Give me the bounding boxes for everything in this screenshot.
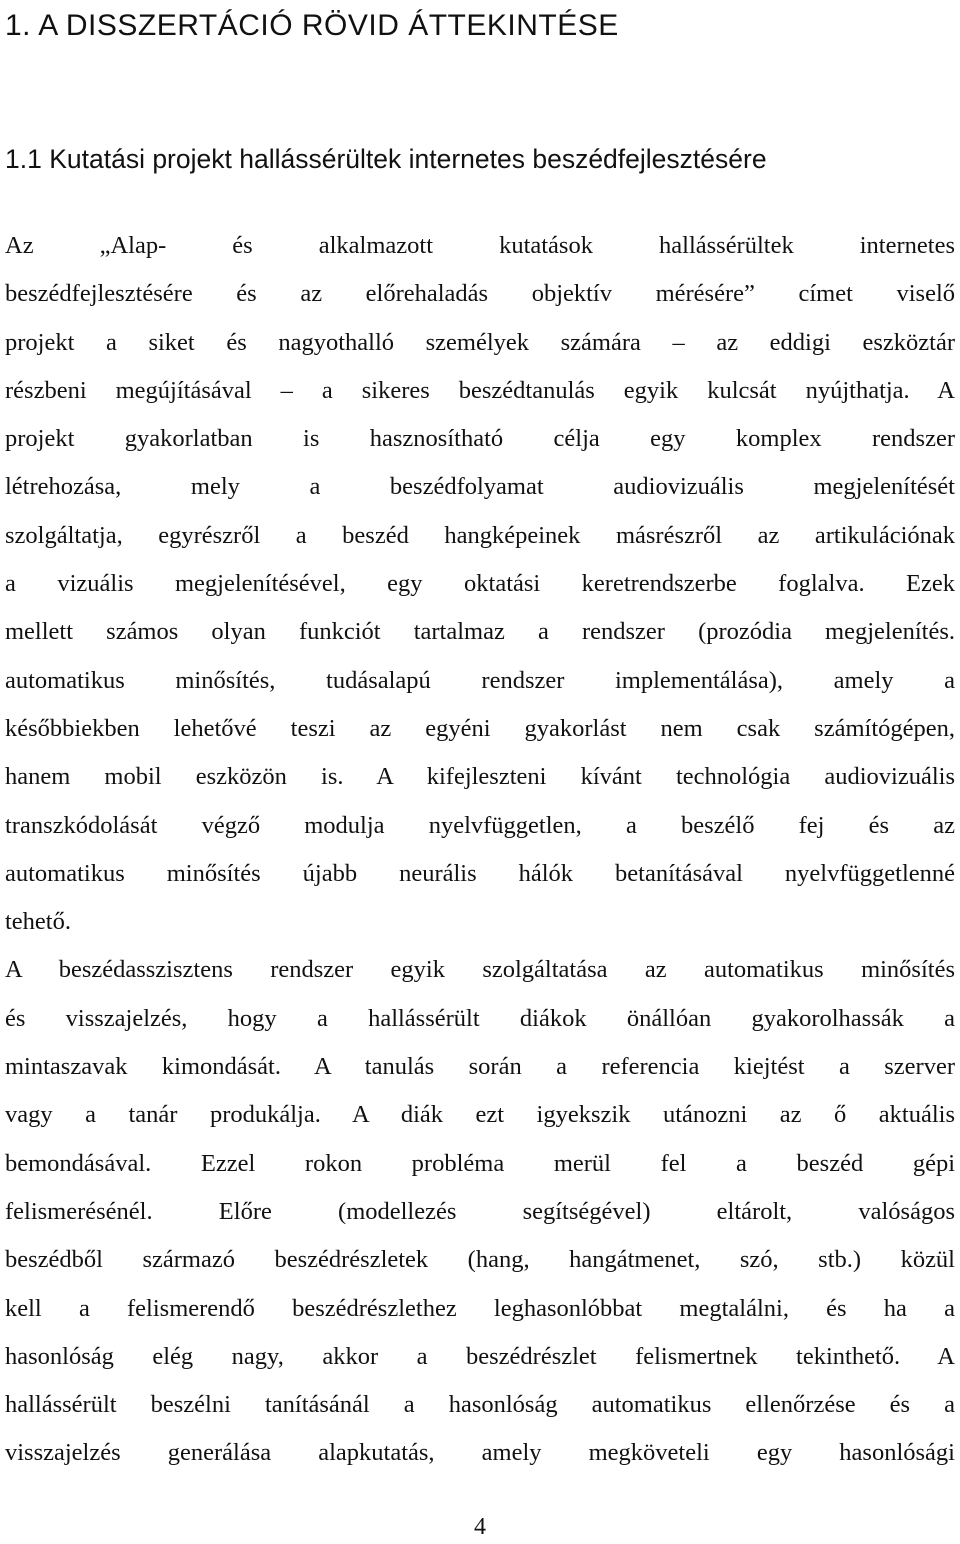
text-line: projekt gyakorlatban is hasznosítható célja egy komplex rendszer xyxy=(5,425,955,453)
text-line: automatikus minősítés újabb neurális hálók betanításával nyelvfüggetlenné xyxy=(5,859,955,887)
text-line: mellett számos olyan funkciót tartalmaz a rendszer (prozódia megjelenítés. xyxy=(5,618,955,646)
text-line: tehető. xyxy=(5,908,71,936)
text-line: hanem mobil eszközön is. A kifejleszteni kívánt technológia audiovizuális xyxy=(5,763,955,791)
text-line: és visszajelzés, hogy a hallássérült diákok önállóan gyakorolhassák a xyxy=(5,1004,955,1032)
text-line: projekt a siket és nagyothalló személyek számára – az eddigi eszköztár xyxy=(5,328,955,356)
section-heading: 1.1 Kutatási projekt hallássérültek internetes beszédfejlesztésére xyxy=(5,144,767,174)
text-line: beszédfejlesztésére és az előrehaladás objektív mérésére” címet viselő xyxy=(5,280,955,308)
text-line: beszédből származó beszédrészletek (hang, hangátmenet, szó, stb.) közül xyxy=(5,1246,955,1274)
text-line: hasonlóság elég nagy, akkor a beszédrészlet felismertnek tekinthető. A xyxy=(5,1342,955,1370)
text-line: későbbiekben lehetővé teszi az egyéni gyakorlást nem csak számítógépen, xyxy=(5,714,955,742)
text-line: hallássérült beszélni tanításánál a hasonlóság automatikus ellenőrzése és a xyxy=(5,1391,955,1419)
text-line: A beszédasszisztens rendszer egyik szolgáltatása az automatikus minősítés xyxy=(5,956,955,984)
text-line: Az „Alap- és alkalmazott kutatások hallássérültek internetes xyxy=(5,232,955,259)
paragraph-1 xyxy=(5,222,955,946)
body-text xyxy=(5,222,955,1478)
text-line: részbeni megújításával – a sikeres beszédtanulás egyik kulcsát nyújthatja. A xyxy=(5,376,955,404)
page-number: 4 xyxy=(474,1514,486,1540)
text-line: automatikus minősítés, tudásalapú rendszer implementálása), amely a xyxy=(5,666,955,694)
text-line: mintaszavak kimondását. A tanulás során a referencia kiejtést a szerver xyxy=(5,1053,955,1081)
text-line: bemondásával. Ezzel rokon probléma merül fel a beszéd gépi xyxy=(5,1149,955,1177)
text-line: kell a felismerendő beszédrészlethez leghasonlóbbat megtalálni, és ha a xyxy=(5,1294,955,1322)
text-line: transzkódolását végző modulja nyelvfüggetlen, a beszélő fej és az xyxy=(5,811,955,839)
text-line: szolgáltatja, egyrészről a beszéd hangképeinek másrészről az artikulációnak xyxy=(5,521,955,549)
paragraph-2 xyxy=(5,946,955,1477)
text-line: visszajelzés generálása alapkutatás, amely megköveteli egy hasonlósági xyxy=(5,1439,955,1467)
text-line: létrehozása, mely a beszédfolyamat audiovizuális megjelenítését xyxy=(5,473,955,501)
text-line: vagy a tanár produkálja. A diák ezt igyekszik utánozni az ő aktuális xyxy=(5,1101,955,1129)
text-line: a vizuális megjelenítésével, egy oktatási keretrendszerbe foglalva. Ezek xyxy=(5,570,955,598)
text-line: felismerésénél. Előre (modellezés segítségével) eltárolt, valóságos xyxy=(5,1197,955,1225)
chapter-heading: 1. A DISSZERTÁCIÓ RÖVID ÁTTEKINTÉSE xyxy=(5,9,619,42)
